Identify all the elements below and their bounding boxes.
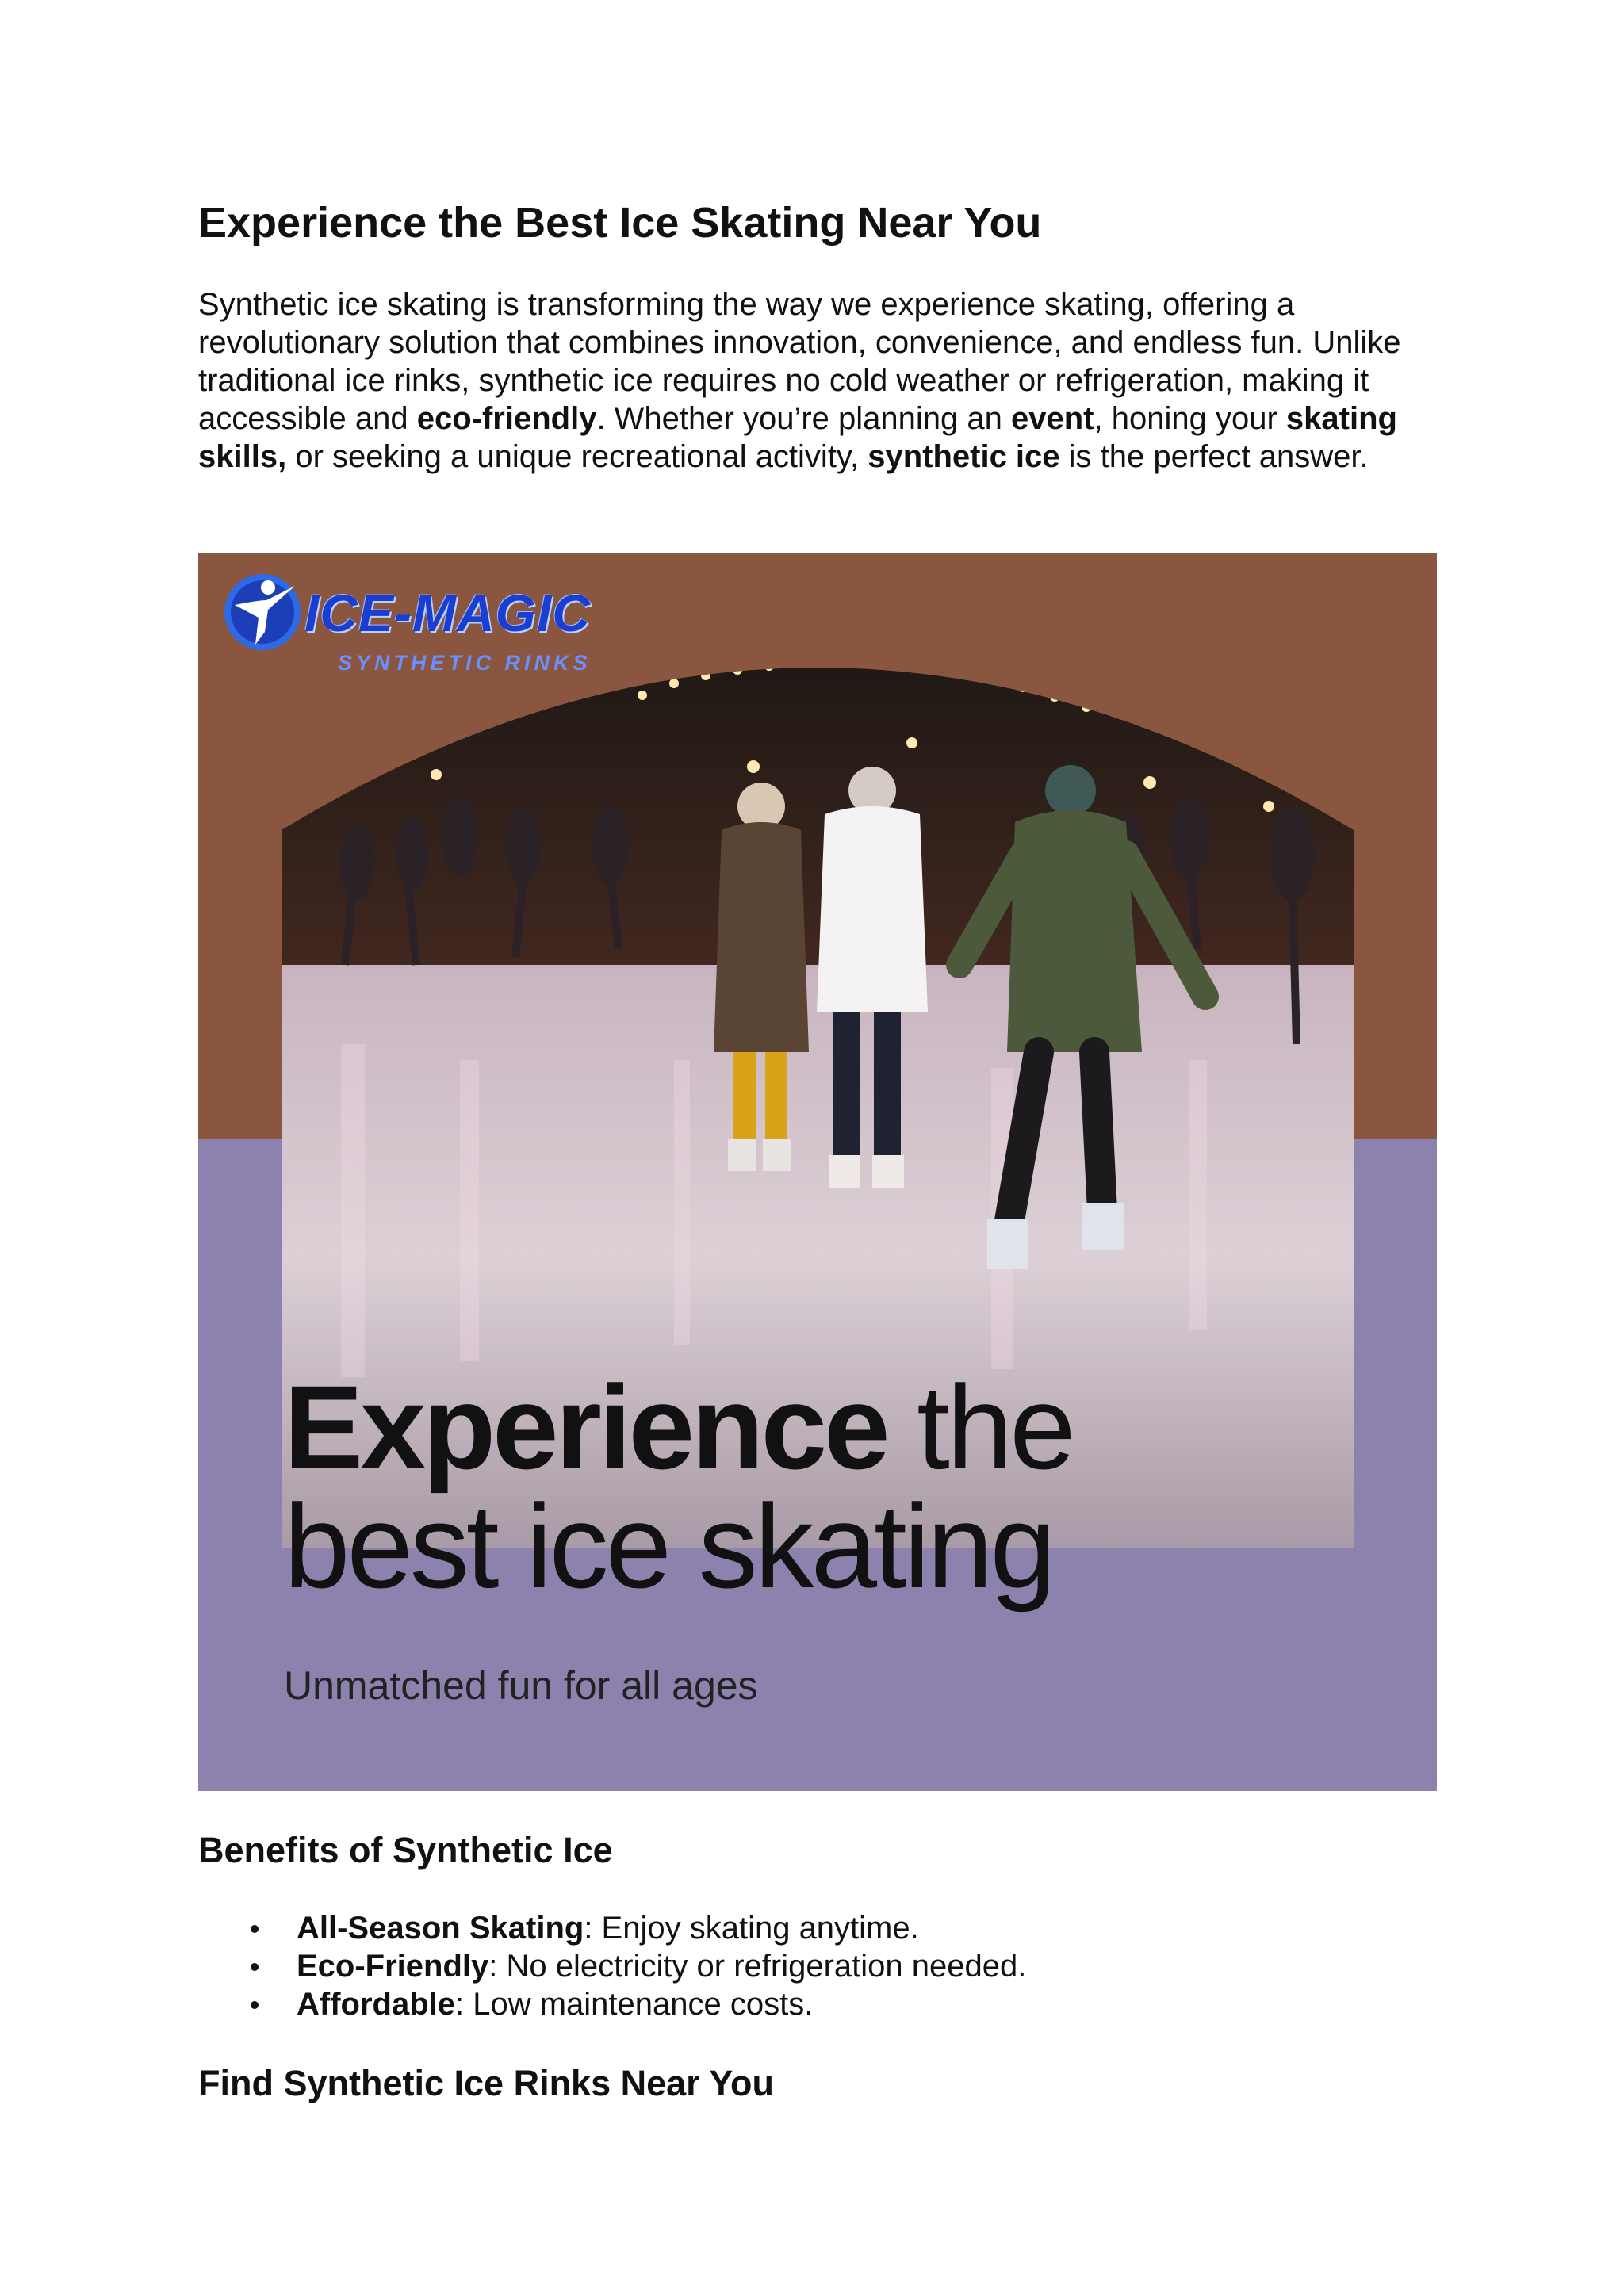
benefit-label: All-Season Skating — [297, 1911, 584, 1946]
benefits-heading: Benefits of Synthetic Ice — [198, 1830, 613, 1870]
logo-name: ICE-MAGIC — [304, 584, 591, 642]
benefit-label: Affordable — [297, 1987, 455, 2022]
intro-text: . Whether you’re planning an — [596, 401, 1011, 436]
benefit-text: : Low maintenance costs. — [455, 1987, 814, 2022]
promo-banner-image — [198, 553, 1437, 1791]
intro-text: Synthetic ice skating is transforming the way we experience skating, offering a revolutionary solution that combines innovation, convenience, and endless fun. Unlike traditional ice rinks, synthetic ice requires no cold weather or refrigeration, making it accessible and — [198, 287, 1401, 436]
headline-bold-word: Experience — [284, 1360, 887, 1494]
intro-bold-event: event — [1011, 401, 1094, 436]
headline-word: the — [887, 1360, 1073, 1494]
benefit-text: : Enjoy skating anytime. — [584, 1911, 919, 1946]
list-item — [198, 1909, 1026, 1947]
banner-headline — [284, 1360, 1394, 1613]
find-rinks-heading: Find Synthetic Ice Rinks Near You — [198, 2063, 775, 2103]
list-item — [198, 1947, 1026, 1985]
benefit-text: : No electricity or refrigeration needed. — [488, 1949, 1027, 1984]
ice-magic-logo — [219, 568, 592, 675]
logo-subtitle: SYNTHETIC RINKS — [338, 651, 592, 675]
benefits-list — [198, 1909, 1026, 2023]
headline-line2: best ice skating — [284, 1479, 1053, 1613]
bullet-icon — [251, 2001, 259, 2009]
intro-bold-eco-friendly: eco-friendly — [416, 401, 597, 436]
banner-tagline: Unmatched fun for all ages — [284, 1663, 758, 1708]
list-item — [198, 1985, 1026, 2023]
skater-logo-icon — [219, 568, 306, 656]
intro-text: , honing your — [1094, 401, 1286, 436]
page-title: Experience the Best Ice Skating Near You — [198, 199, 1042, 247]
benefit-label: Eco-Friendly — [297, 1949, 489, 1984]
bullet-icon — [251, 1963, 259, 1971]
bullet-icon — [251, 1925, 259, 1933]
intro-bold-skating-skills: skating skills, — [198, 401, 1397, 474]
intro-paragraph — [198, 285, 1435, 476]
intro-text: is the perfect answer. — [1059, 439, 1369, 474]
intro-text: or seeking a unique recreational activity, — [286, 439, 868, 474]
intro-bold-synthetic-ice: synthetic ice — [868, 439, 1060, 474]
